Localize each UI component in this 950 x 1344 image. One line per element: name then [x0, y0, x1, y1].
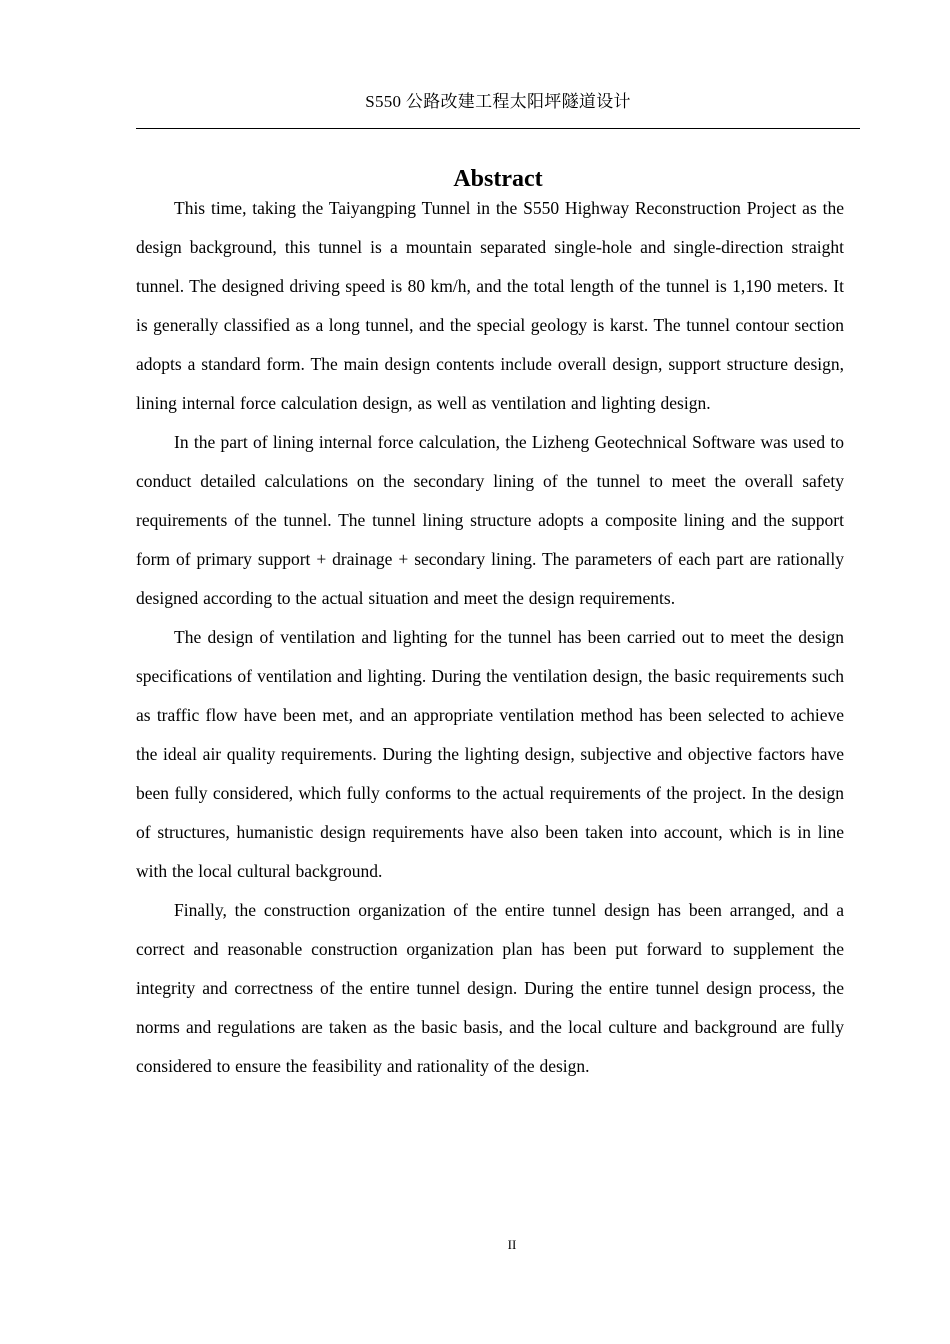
running-header: S550 公路改建工程太阳坪隧道设计	[365, 92, 631, 111]
abstract-paragraph: In the part of lining internal force calculation, the Lizheng Geotechnical Software was used to conduct detailed calculations on the secondary lining of the tunnel to meet the overall safety requirements of the tunnel. The tunnel lining structure adopts a composite lining and the support form of primary support + drainage + secondary lining. The parameters of each part are rationally designed according to the actual situation and meet the design requirements.	[136, 432, 844, 608]
abstract-paragraph: This time, taking the Taiyangping Tunnel in the S550 Highway Reconstruction Project as the design background, this tunnel is a mountain separated single-hole and single-direction straight tunnel. The designed driving speed is 80 km/h, and the total length of the tunnel is 1,190 meters. It is generally classified as a long tunnel, and the special geology is karst. The tunnel contour section adopts a standard form. The main design contents include overall design, support structure design, lining internal force calculation design, as well as ventilation and lighting design.	[136, 198, 844, 413]
abstract-paragraph: The design of ventilation and lighting for the tunnel has been carried out to meet the design specifications of ventilation and lighting. During the ventilation design, the basic requirements such as traffic flow have been met, and an appropriate ventilation method has been selected to achieve the ideal air quality requirements. During the lighting design, subjective and objective factors have been fully considered, which fully conforms to the actual requirements of the project. In the design of structures, humanistic design requirements have also been taken into account, which is in line with the local cultural background.	[136, 627, 844, 881]
abstract-paragraph: Finally, the construction organization of the entire tunnel design has been arranged, and a correct and reasonable construction organization plan has been put forward to supplement the integrity and correctness of the entire tunnel design. During the entire tunnel design process, the norms and regulations are taken as the basic basis, and the local culture and background are fully considered to ensure the feasibility and rationality of the design.	[136, 900, 844, 1076]
abstract-body	[136, 189, 844, 1086]
page-number: II	[507, 1237, 517, 1252]
header-divider	[136, 128, 860, 129]
abstract-title: Abstract	[453, 166, 543, 193]
